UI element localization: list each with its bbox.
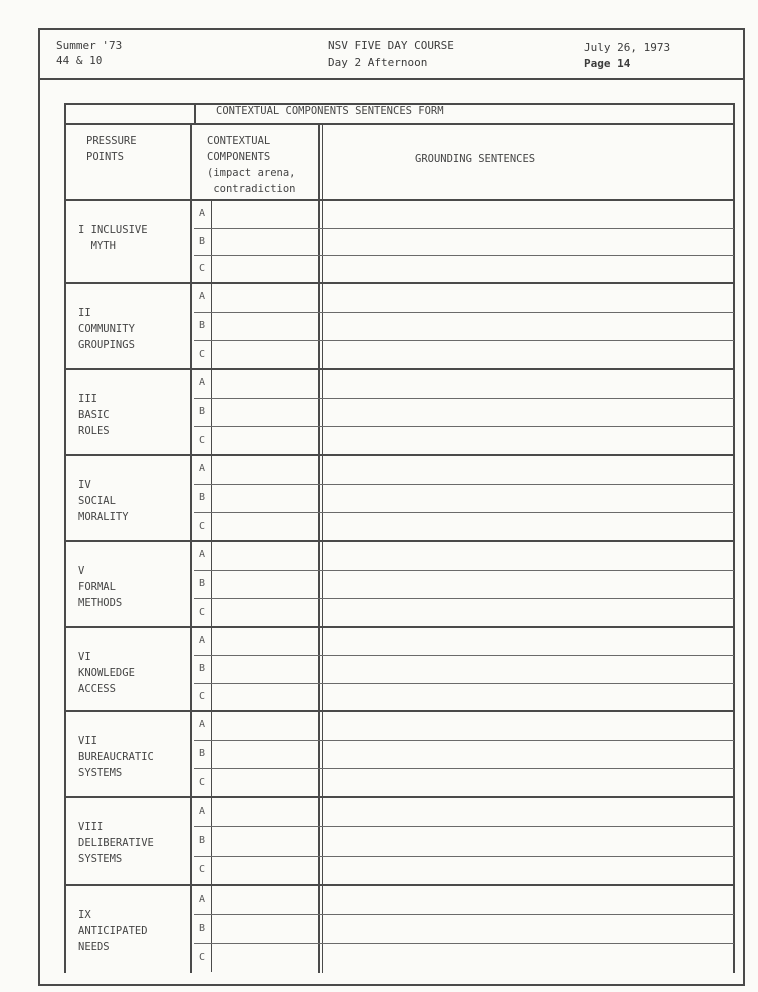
component-letter: A xyxy=(199,894,206,905)
component-letter: C xyxy=(199,777,206,788)
section-divider xyxy=(66,884,735,886)
component-letter: C xyxy=(199,607,206,618)
pressure-point-label: VIII DELIBERATIVE SYSTEMS xyxy=(78,821,154,865)
component-letter: C xyxy=(199,952,206,963)
section-divider xyxy=(66,454,735,456)
component-letter: C xyxy=(199,521,206,532)
letter-col-divider xyxy=(211,885,212,972)
header-date: July 26, 1973 xyxy=(584,41,671,54)
title-row-divider xyxy=(66,123,735,125)
subrow-divider xyxy=(194,340,734,341)
subrow-divider xyxy=(194,512,734,513)
component-letter: A xyxy=(199,377,206,388)
pressure-point-label: V FORMAL METHODS xyxy=(78,565,123,609)
subrow-divider xyxy=(194,484,734,485)
subrow-divider xyxy=(194,570,734,571)
subrow-divider xyxy=(194,768,734,769)
section-divider xyxy=(66,540,735,542)
page-number: Page 14 xyxy=(584,57,631,70)
pressure-point-label: IX ANTICIPATED NEEDS xyxy=(78,909,148,953)
component-letter: C xyxy=(199,435,206,446)
section-divider xyxy=(66,796,735,798)
letter-col-divider xyxy=(211,627,212,711)
subrow-divider xyxy=(194,943,734,944)
component-letter: B xyxy=(199,748,206,759)
pressure-point-label: II COMMUNITY GROUPINGS xyxy=(78,307,135,351)
section-divider xyxy=(66,710,735,712)
component-letter: C xyxy=(199,349,206,360)
component-letter: B xyxy=(199,663,206,674)
component-letter: B xyxy=(199,320,206,331)
grounding-sentences-header: GROUNDING SENTENCES xyxy=(415,153,536,165)
component-letter: B xyxy=(199,406,206,417)
component-letter: A xyxy=(199,719,206,730)
subrow-divider xyxy=(194,914,734,915)
component-letter: A xyxy=(199,806,206,817)
component-letter: A xyxy=(199,635,206,646)
letter-col-divider xyxy=(211,455,212,541)
contextual-col-divider-inner xyxy=(322,123,323,973)
component-letter: B xyxy=(199,578,206,589)
letter-col-divider xyxy=(211,797,212,885)
title-row-separator xyxy=(194,103,196,123)
subrow-divider xyxy=(194,398,734,399)
component-letter: B xyxy=(199,492,206,503)
component-letter: C xyxy=(199,864,206,875)
subrow-divider xyxy=(194,255,734,256)
form-table xyxy=(64,103,735,973)
section-divider xyxy=(66,626,735,628)
component-letter: A xyxy=(199,291,206,302)
letter-col-divider xyxy=(211,541,212,627)
subrow-divider xyxy=(194,312,734,313)
component-letter: C xyxy=(199,691,206,702)
letter-col-divider xyxy=(211,369,212,455)
subrow-divider xyxy=(194,856,734,857)
header-left-line2: 44 & 10 xyxy=(56,54,103,67)
subrow-divider xyxy=(194,826,734,827)
pressure-point-label: VI KNOWLEDGE ACCESS xyxy=(78,651,135,695)
letter-col-divider xyxy=(211,283,212,369)
contextual-col-divider xyxy=(318,123,320,973)
component-letter: B xyxy=(199,923,206,934)
session-subtitle: Day 2 Afternoon xyxy=(328,56,428,69)
subrow-divider xyxy=(194,228,734,229)
subrow-divider xyxy=(194,598,734,599)
letter-col-divider xyxy=(211,200,212,283)
pressure-point-label: IV SOCIAL MORALITY xyxy=(78,479,129,523)
header-row-divider xyxy=(66,199,735,201)
component-letter: A xyxy=(199,463,206,474)
header-left-line1: Summer '73 xyxy=(56,39,123,52)
subrow-divider xyxy=(194,426,734,427)
section-divider xyxy=(66,368,735,370)
subrow-divider xyxy=(194,740,734,741)
pressure-points-header: PRESSURE POINTS xyxy=(86,135,137,163)
pressure-point-label: I INCLUSIVE MYTH xyxy=(78,224,148,252)
letter-col-divider xyxy=(211,711,212,797)
subrow-divider xyxy=(194,655,734,656)
section-divider xyxy=(66,282,735,284)
subrow-divider xyxy=(194,683,734,684)
contextual-components-header: CONTEXTUAL COMPONENTS (impact arena, contradiction xyxy=(207,135,296,195)
component-letter: A xyxy=(199,208,206,219)
pressure-point-label: III BASIC ROLES xyxy=(78,393,110,437)
component-letter: A xyxy=(199,549,206,560)
component-letter: C xyxy=(199,263,206,274)
pressure-point-label: VII BUREAUCRATIC SYSTEMS xyxy=(78,735,154,779)
form-title: CONTEXTUAL COMPONENTS SENTENCES FORM xyxy=(216,105,444,117)
component-letter: B xyxy=(199,236,206,247)
pressure-col-divider xyxy=(190,123,192,973)
course-title: NSV FIVE DAY COURSE xyxy=(328,39,454,52)
component-letter: B xyxy=(199,835,206,846)
header-divider xyxy=(38,78,745,80)
